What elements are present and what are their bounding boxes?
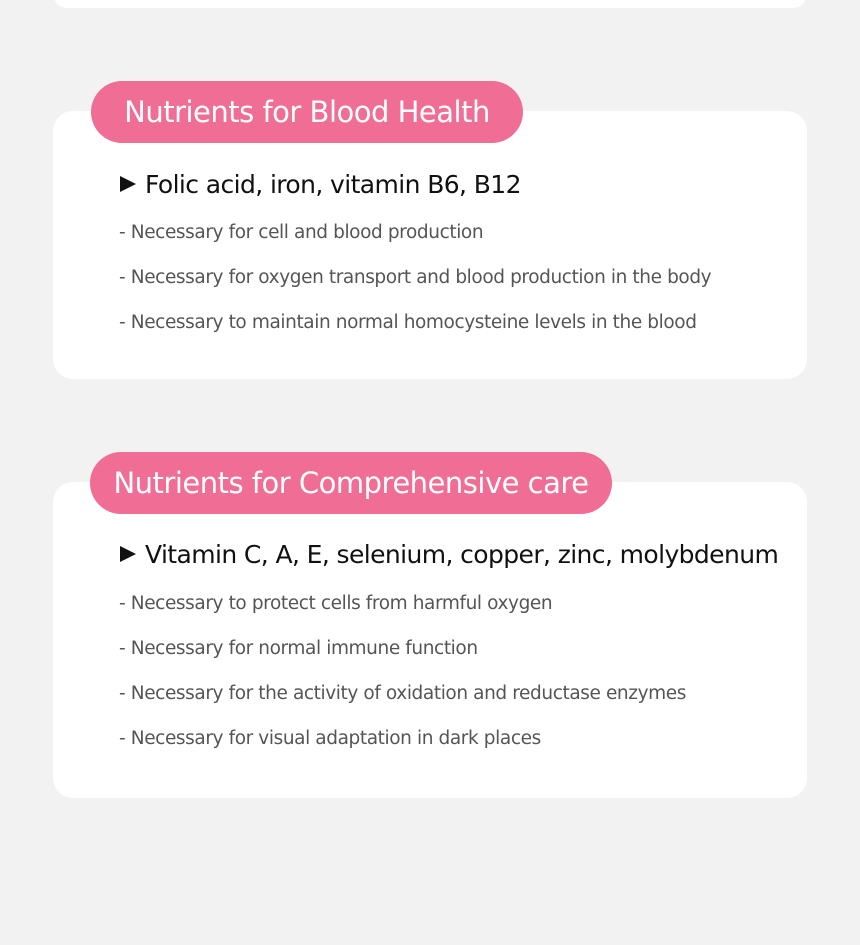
list-item: - Necessary to protect cells from harmful oxygen bbox=[119, 593, 553, 614]
list-item: - Necessary for the activity of oxidation and reductase enzymes bbox=[119, 683, 686, 704]
nutrient-list-text: Folic acid, iron, vitamin B6, B12 bbox=[145, 170, 521, 199]
play-triangle-icon bbox=[120, 546, 136, 562]
nutrient-list-text: Vitamin C, A, E, selenium, copper, zinc, molybdenum bbox=[145, 540, 779, 569]
list-item: - Necessary for oxygen transport and blood production in the body bbox=[119, 267, 712, 288]
previous-card bbox=[53, 0, 807, 8]
nutrient-headline bbox=[120, 540, 778, 569]
benefit-list bbox=[119, 222, 711, 357]
benefit-list bbox=[119, 593, 686, 773]
list-item: - Necessary for visual adaptation in dark places bbox=[119, 728, 541, 749]
list-item: - Necessary to maintain normal homocysteine levels in the blood bbox=[119, 312, 697, 333]
nutrient-headline bbox=[120, 170, 521, 199]
list-item: - Necessary for normal immune function bbox=[119, 638, 478, 659]
list-item: - Necessary for cell and blood production bbox=[119, 222, 484, 243]
play-triangle-icon bbox=[120, 176, 136, 192]
section-title-comprehensive-care: Nutrients for Comprehensive care bbox=[90, 452, 612, 514]
section-title-blood-health: Nutrients for Blood Health bbox=[91, 81, 523, 143]
